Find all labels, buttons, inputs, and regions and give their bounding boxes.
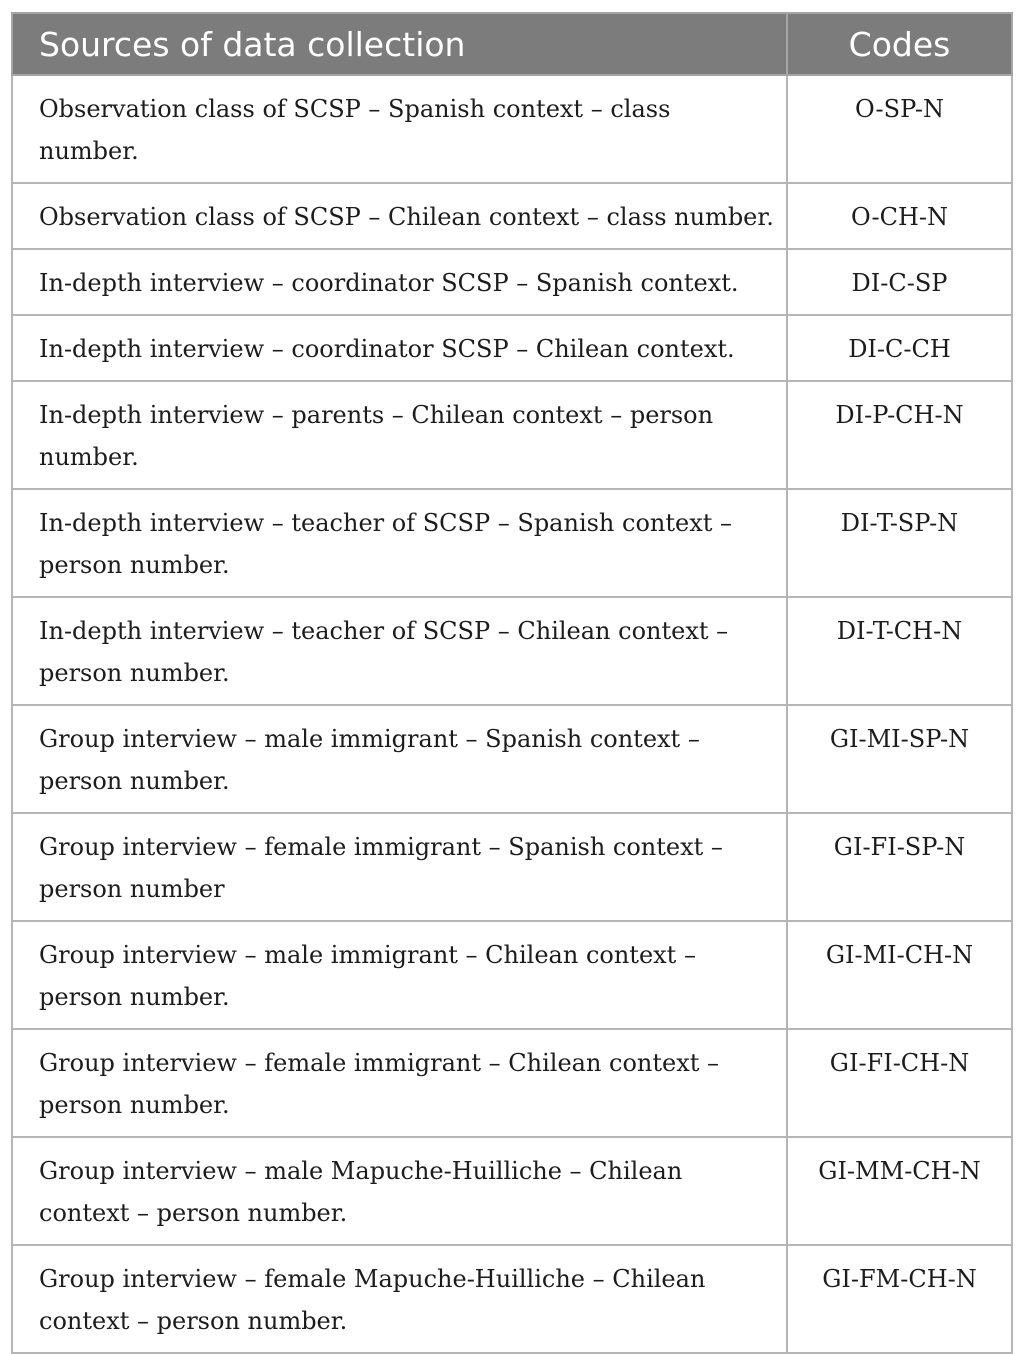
- code-cell: GI-MI-SP-N: [787, 705, 1012, 813]
- source-cell: Observation class of SCSP – Chilean context – class number.: [12, 183, 787, 249]
- source-cell: In-depth interview – coordinator SCSP – Chilean context.: [12, 315, 787, 381]
- code-cell: DI-T-SP-N: [787, 489, 1012, 597]
- source-cell: In-depth interview – teacher of SCSP – Chilean context – person number.: [12, 597, 787, 705]
- source-cell: Group interview – female immigrant – Chilean context – person number.: [12, 1029, 787, 1137]
- source-cell: Group interview – female Mapuche-Huilliche – Chilean context – person number.: [12, 1245, 787, 1353]
- header-codes: Codes: [787, 13, 1012, 75]
- code-cell: GI-MM-CH-N: [787, 1137, 1012, 1245]
- code-cell: GI-FI-SP-N: [787, 813, 1012, 921]
- code-cell: O-CH-N: [787, 183, 1012, 249]
- code-cell: DI-T-CH-N: [787, 597, 1012, 705]
- header-row: [12, 13, 1012, 75]
- table-row: [12, 183, 1012, 249]
- header-sources: Sources of data collection: [12, 13, 787, 75]
- source-cell: Group interview – female immigrant – Spanish context – person number: [12, 813, 787, 921]
- table-row: [12, 315, 1012, 381]
- source-cell: In-depth interview – parents – Chilean context – person number.: [12, 381, 787, 489]
- code-cell: GI-FM-CH-N: [787, 1245, 1012, 1353]
- table-row: [12, 75, 1012, 183]
- code-cell: O-SP-N: [787, 75, 1012, 183]
- code-cell: DI-C-CH: [787, 315, 1012, 381]
- code-cell: DI-P-CH-N: [787, 381, 1012, 489]
- table-row: [12, 1137, 1012, 1245]
- table-row: [12, 381, 1012, 489]
- table-row: [12, 1029, 1012, 1137]
- code-cell: GI-FI-CH-N: [787, 1029, 1012, 1137]
- table-row: [12, 705, 1012, 813]
- source-cell: In-depth interview – coordinator SCSP – Spanish context.: [12, 249, 787, 315]
- table-row: [12, 249, 1012, 315]
- code-cell: GI-MI-CH-N: [787, 921, 1012, 1029]
- data-sources-table: [11, 12, 1013, 1354]
- source-cell: In-depth interview – teacher of SCSP – Spanish context – person number.: [12, 489, 787, 597]
- source-cell: Observation class of SCSP – Spanish context – class number.: [12, 75, 787, 183]
- source-cell: Group interview – male immigrant – Spanish context – person number.: [12, 705, 787, 813]
- source-cell: Group interview – male Mapuche-Huilliche – Chilean context – person number.: [12, 1137, 787, 1245]
- table-row: [12, 921, 1012, 1029]
- table-row: [12, 813, 1012, 921]
- table-row: [12, 489, 1012, 597]
- source-cell: Group interview – male immigrant – Chilean context – person number.: [12, 921, 787, 1029]
- code-cell: DI-C-SP: [787, 249, 1012, 315]
- table-row: [12, 1245, 1012, 1353]
- table-row: [12, 597, 1012, 705]
